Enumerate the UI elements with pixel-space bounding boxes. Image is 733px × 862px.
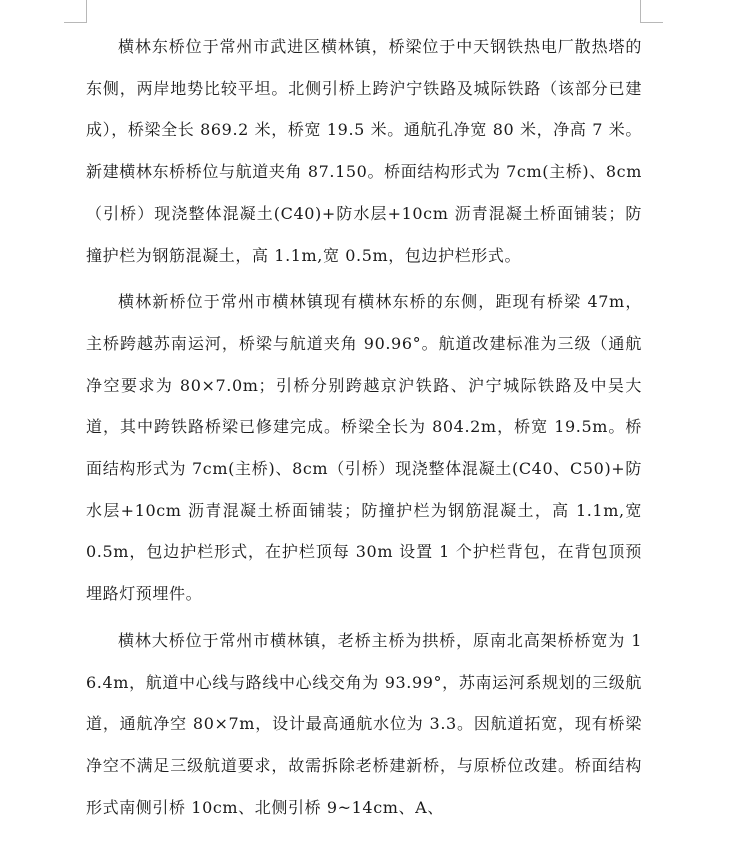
paragraph-henglin-east-bridge: 横林东桥位于常州市武进区横林镇，桥梁位于中天钢铁热电厂散热塔的东侧，两岸地势比较平坦。北侧引桥上跨沪宁铁路及城际铁路（该部分已建成），桥梁全长 869.2 米，桥宽 19.5 米。通航孔净宽 80 米，净高 7 米。新建横林东桥桥位与航道夹角 87.150。桥面结构形式为 7cm(主桥)、8cm（引桥）现浇整体混凝土(C40)+防水层+10cm 沥青混凝土桥面铺装；防撞护栏为钢筋混凝土，高 1.1m,宽 0.5m，包边护栏形式。 bbox=[86, 37, 642, 265]
crop-mark-top-left bbox=[64, 0, 87, 23]
document-body[interactable] bbox=[86, 26, 642, 833]
paragraph-henglin-grand-bridge: 横林大桥位于常州市横林镇，老桥主桥为拱桥，原南北高架桥桥宽为 16.4m，航道中心线与路线中心线交角为 93.99°，苏南运河系规划的三级航道，通航净空 80×7m，设计最高通航水位为 3.3。因航道拓宽，现有桥梁净空不满足三级航道要求，故需拆除老桥建新桥，与原桥位改建。桥面结构形式南侧引桥 10cm、北侧引桥 9~14cm、A、 bbox=[86, 630, 642, 817]
crop-mark-top-right bbox=[640, 0, 663, 23]
paragraph-henglin-new-bridge: 横林新桥位于常州市横林镇现有横林东桥的东侧，距现有桥梁 47m，主桥跨越苏南运河，桥梁与航道夹角 90.96°。航道改建标准为三级（通航净空要求为 80×7.0m；引桥分别跨越京沪铁路、沪宁城际铁路及中吴大道，其中跨铁路桥梁已修建完成。桥梁全长为 804.2m，桥宽 19.5m。桥面结构形式为 7cm(主桥)、8cm（引桥）现浇整体混凝土(C40、C50)+防水层+10cm 沥青混凝土桥面铺装；防撞护栏为钢筋混凝土，高 1.1m,宽 0.5m，包边护栏形式，在护栏顶每 30m 设置 1 个护栏背包，在背包顶预埋路灯预埋件。 bbox=[86, 292, 642, 604]
